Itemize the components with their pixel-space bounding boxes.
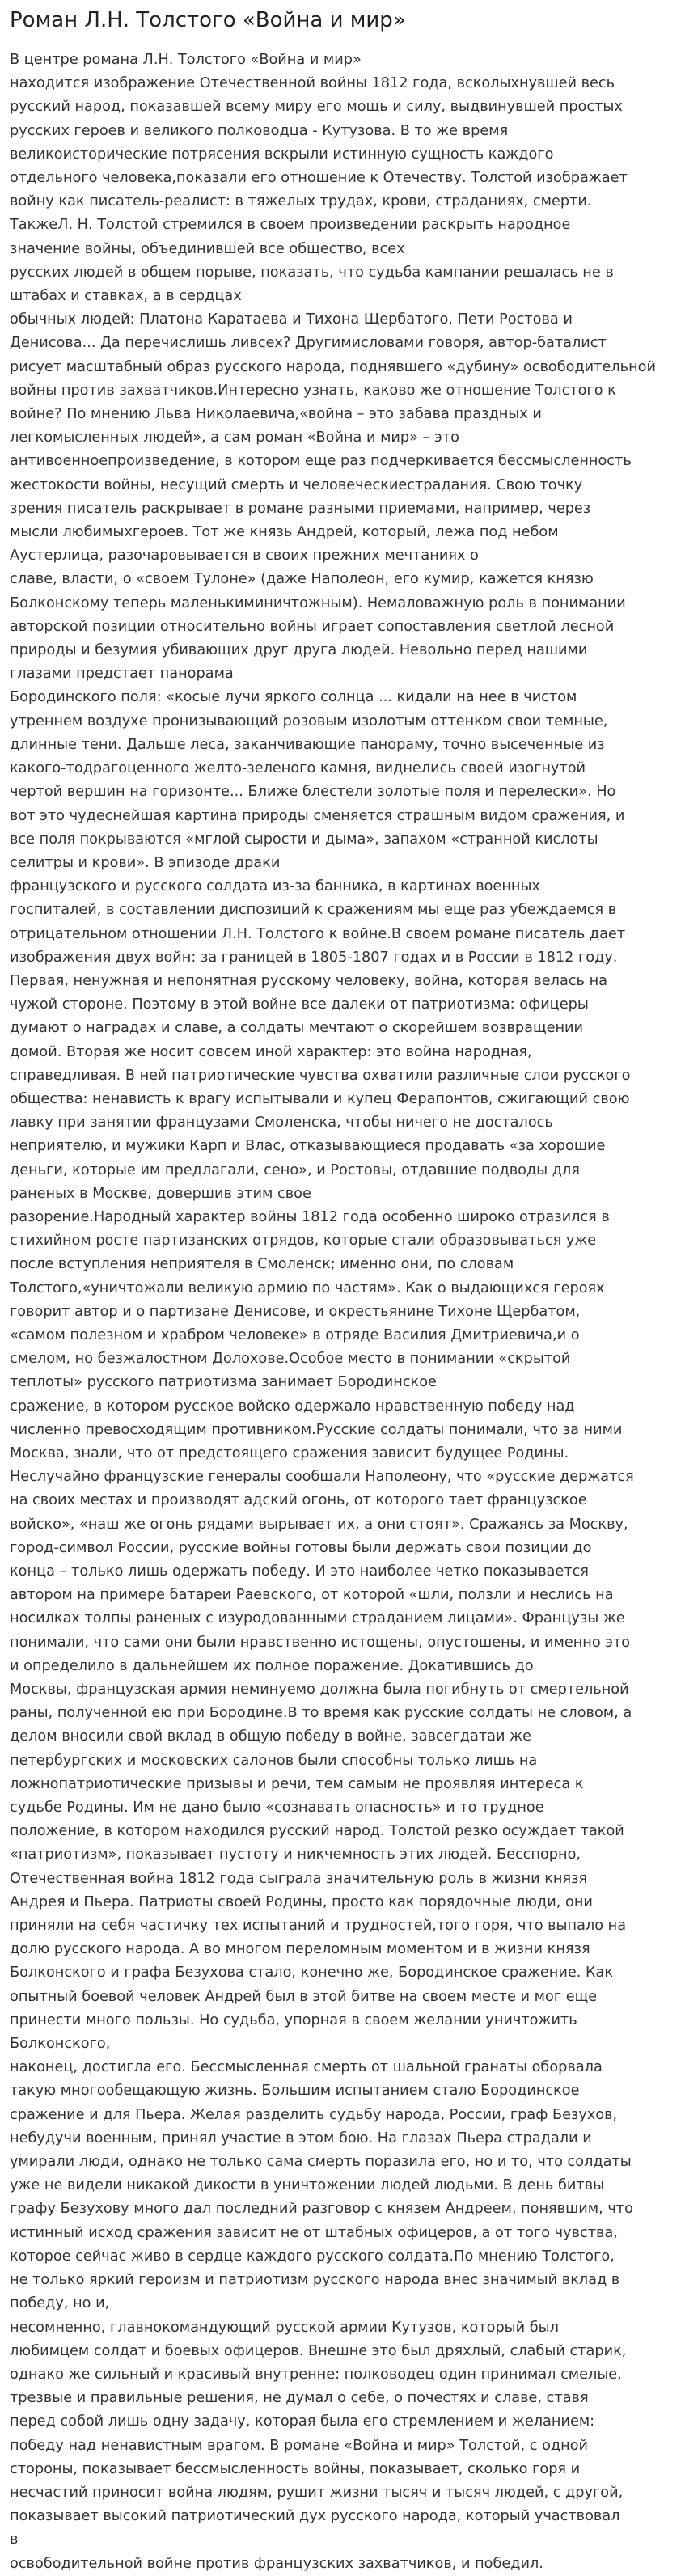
article-line: мысли любимыхгероев. Тот же князь Андрей, который, лежа под небом: [10, 524, 559, 541]
article-line: город-символ России, русские войны готовы были держать свои позиции до: [10, 1539, 592, 1556]
article-line: изображения двух войн: за границей в 1805-1807 годах и в России в 1812 году.: [10, 949, 618, 966]
article-line: чужой стороне. Поэтому в этой войне все далеки от патриотизма: офицеры: [10, 996, 589, 1013]
article-line: несчастий приносит война людям, рушит жизни тысяч и тысяч людей, с другой,: [10, 2484, 624, 2501]
article-line: домой. Вторая же носит совсем иной характер: это война народная,: [10, 1043, 532, 1060]
article-line: отрицательном отношении Л.Н. Толстого к войне.В своем романе писатель дает: [10, 925, 626, 942]
article-line: общества: ненависть к врагу испытывали и купец Ферапонтов, сжигающий свою: [10, 1090, 630, 1107]
article-line: судьбе Родины. Им не дано было «сознавать опасность» и то трудное: [10, 1800, 544, 1817]
article-line: делом вносили свой вклад в общую победу в войне, завсегдатаи же: [10, 1728, 531, 1745]
article-line: конца – только лишь одержать победу. И это наиболее четко показывается: [10, 1563, 589, 1580]
article-line: долю русского народа. А во многом переломным моментом и в жизни князя: [10, 1941, 590, 1958]
article-line: несомненно, главнокомандующий русской армии Кутузов, который был: [10, 2319, 559, 2336]
article-line: справедливая. В ней патриотические чувства охватили различные слои русского: [10, 1067, 631, 1084]
article-line: раны, полученной ею при Бородине.В то время как русские солдаты не словом, а: [10, 1705, 632, 1722]
article-line: на своих местах и производят адский огонь, от которого тает французское: [10, 1492, 587, 1509]
article-line: ТакжеЛ. Н. Толстой стремился в своем произведении раскрыть народное: [10, 217, 571, 234]
article-line: авторской позиции относительно войны играет сопоставления светлой лесной: [10, 618, 615, 635]
article-body: [10, 49, 675, 2576]
article-line: Неслучайно французские генералы сообщали Наполеону, что «русские держатся: [10, 1469, 634, 1486]
article-line: деньги, которые им предлагали, сено», и Ростовы, отдавшие подводы для: [10, 1161, 580, 1178]
article-line: теплоты» русского патриотизма занимает Бородинское: [10, 1374, 437, 1391]
article-line: войско», «наш же огонь рядами вырывает их, а они стоят». Сражаясь за Москву,: [10, 1516, 628, 1533]
article-line: все поля покрываются «мглой сырости и дыма», запахом «странной кислоты: [10, 831, 598, 848]
article-line: говорит автор и о партизане Денисове, и окрестьянине Тихоне Щербатом,: [10, 1303, 581, 1320]
article-line: чертой вершин на горизонте... Ближе блестели золотые поля и перелески». Но: [10, 784, 616, 801]
article-line: легкомысленных людей», а сам роман «Война и мир» – это: [10, 429, 459, 446]
article-line: однако же сильный и красивый внутренне: полководец один принимал смелые,: [10, 2366, 622, 2383]
article-line: зрения писатель раскрывает в романе разными приемами, например, через: [10, 500, 591, 517]
article-line: рисует масштабный образ русского народа, поднявшего «дубину» освободительной: [10, 358, 656, 375]
article-line: госпиталей, в составлении диспозиций к сражениям мы еще раз убеждаемся в: [10, 902, 617, 919]
article-line: принести много пользы. Но судьба, упорная в своем желании уничтожить: [10, 2011, 577, 2028]
article-line: сражение и для Пьера. Желая разделить судьбу народа, России, граф Безухов,: [10, 2106, 618, 2123]
article-line: показывает высокий патриотический дух русского народа, который участвовал: [10, 2508, 620, 2525]
article-line: такую многообещающую жизнь. Большим испытанием стало Бородинское: [10, 2083, 580, 2100]
article-line: лавку при занятии французами Смоленска, чтобы ничего не досталось: [10, 1115, 553, 1131]
article-line: жестокости войны, несущий смерть и человеческиестрадания. Свою точку: [10, 476, 583, 493]
article-line: Бородинского поля: «косые лучи яркого солнца ... кидали на нее в чистом: [10, 689, 577, 706]
article-line: глазами предстает панорама: [10, 666, 234, 683]
article-line: перед собой лишь одну задачу, которая была его стремлением и желанием:: [10, 2413, 595, 2430]
article-line: славе, власти, о «своем Тулоне» (даже Наполеон, его кумир, кажется князю: [10, 571, 594, 588]
article-line: думают о наградах и славе, а солдаты мечтают о скорейшем возвращении: [10, 1020, 584, 1037]
article-title: Роман Л.Н. Толстого «Война и мир»: [10, 8, 406, 32]
article-line: войны против захватчиков.Интересно узнать, каково же отношение Толстого к: [10, 382, 616, 399]
article-line: Андрея и Пьера. Патриоты своей Родины, просто как порядочные люди, они: [10, 1893, 593, 1910]
article-line: французского и русского солдата из-за банника, в картинах военных: [10, 878, 540, 895]
article-line: стороны, показывает бессмысленность войны, показывает, сколько горя и: [10, 2460, 581, 2477]
article-line: трезвые и правильные решения, не думал о себе, о почестях и славе, ставя: [10, 2390, 589, 2407]
article-line: в: [10, 2532, 19, 2549]
article-line: Денисова... Да перечислишь ливсех? Другимисловами говоря, автор-баталист: [10, 335, 607, 352]
article-line: штабах и ставках, а в сердцах: [10, 288, 242, 305]
article-line: Болконскому теперь маленькиминичтожным). Немаловажную роль в понимании: [10, 594, 626, 611]
article-line: Болконского,: [10, 2036, 111, 2053]
article-line: неприятелю, и мужики Карп и Влас, отказывающиеся продавать «за хорошие: [10, 1138, 606, 1155]
article-line: значение войны, объединившей все общество, всех: [10, 240, 405, 257]
article-line: после вступления неприятеля в Смоленск; именно они, по словам: [10, 1256, 514, 1273]
article-line: русских людей в общем порыве, показать, что судьба кампании решалась не в: [10, 264, 614, 281]
article-line: Аустерлица, разочаровывается в своих прежних мечтаниях о: [10, 548, 479, 565]
article-line: автором на примере батареи Раевского, от которой «шли, ползли и неслись на: [10, 1587, 614, 1604]
article-line: небудучи военным, принял участие в этом бою. На глазах Пьера страдали и: [10, 2130, 592, 2147]
article-line: длинные тени. Дальше леса, заканчивающие панораму, точно высеченные из: [10, 736, 605, 753]
article-line: находится изображение Отечественной войны 1812 года, всколыхнувшей весь: [10, 75, 615, 92]
article-line: уже не видели никакой дикости в уничтожении людей людьми. В день битвы: [10, 2177, 605, 2194]
article-line: «патриотизм», показывает пустоту и никчемность этих людей. Бесспорно,: [10, 1846, 581, 1863]
article-line: раненых в Москве, довершив этим свое: [10, 1185, 311, 1202]
article-line: Отечественная война 1812 года сыграла значительную роль в жизни князя: [10, 1870, 588, 1887]
article-line: селитры и крови». В эпизоде драки: [10, 854, 281, 871]
article-line: природы и безумия убивающих друг друга людей. Невольно перед нашими: [10, 642, 588, 659]
article-line: великоисторические потрясения вскрыли истинную сущность каждого: [10, 146, 554, 163]
article-line: не только яркий героизм и патриотизм русского народа внес значимый вклад в: [10, 2272, 620, 2289]
article-line: вот это чудеснейшая картина природы сменяется страшным видом сражения, и: [10, 807, 625, 824]
article-line: победу, но и,: [10, 2295, 110, 2312]
article-line: умирали люди, однако не только сама смерть поразила его, но и то, что солдаты: [10, 2154, 632, 2171]
article-line: «самом полезном и храбром человеке» в отряде Василия Дмитриевича,и о: [10, 1326, 580, 1343]
article-line: петербургских и московских салонов были способны только лишь на: [10, 1752, 538, 1769]
article-line: опытный боевой человек Андрей был в этой битве на своем месте и мог еще: [10, 1988, 598, 2005]
article-line: истинный исход сражения зависит не от штабных офицеров, а от того чувства,: [10, 2224, 618, 2241]
article-line: смелом, но безжалостном Долохове.Особое место в понимании «скрытой: [10, 1351, 571, 1368]
article-line: Первая, ненужная и непонятная русскому человеку, война, которая велась на: [10, 972, 607, 989]
article-line: графу Безухову много дал последний разговор с князем Андреем, понявшим, что: [10, 2201, 633, 2218]
article-line: численно превосходящим противником.Русские солдаты понимали, что за ними: [10, 1421, 623, 1438]
article-line: войну как писатель-реалист: в тяжелых трудах, крови, страданиях, смерти.: [10, 193, 592, 210]
article-line: отдельного человека,показали его отношение к Отечеству. Толстой изображает: [10, 170, 628, 187]
article-line: обычных людей: Платона Каратаева и Тихона Щербатого, Пети Ростова и: [10, 311, 573, 328]
article-line: приняли на себя частичку тех испытаний и трудностей,того горя, что выпало на: [10, 1918, 627, 1935]
article-line: войне? По мнению Льва Николаевича,«война – это забава праздных и: [10, 406, 542, 423]
article-line: положение, в котором находился русский народ. Толстой резко осуждает такой: [10, 1823, 624, 1840]
article-line: какого-тодрагоценного желто-зеленого камня, виднелись своей изогнутой: [10, 760, 586, 777]
article-line: утреннем воздухе пронизывающий розовым изолотым оттенком свои темные,: [10, 713, 608, 730]
article-line: ложнопатриотические призывы и речи, тем самым не проявляя интереса к: [10, 1775, 584, 1792]
article-line: русский народ, показавшей всему миру его мощь и силу, выдвинувшей простых: [10, 99, 623, 116]
article-line: Москва, знали, что от предстоящего сражения зависит будущее Родины.: [10, 1445, 569, 1461]
article-line: которое сейчас живо в сердце каждого русского солдата.По мнению Толстого,: [10, 2248, 615, 2265]
article-line: и определило в дальнейшем их полное поражение. Докатившись до: [10, 1657, 534, 1674]
article-line: освободительной войне против французских захватчиков, и победил.: [10, 2555, 543, 2572]
article-line: любимцем солдат и боевых офицеров. Внешне это был дряхлый, слабый старик,: [10, 2342, 627, 2359]
article-line: В центре романа Л.Н. Толстого «Война и мир»: [10, 52, 362, 68]
article-line: антивоенноепроизведение, в котором еще раз подчеркивается бессмысленность: [10, 453, 632, 470]
article-line: разорение.Народный характер войны 1812 года особенно широко отразился в: [10, 1208, 610, 1225]
article-line: Москвы, французская армия неминуемо должна была погибнуть от смертельной: [10, 1681, 629, 1698]
article-line: наконец, достигла его. Бессмысленная смерть от шальной гранаты оборвала: [10, 2059, 603, 2076]
article-line: победу над ненавистным врагом. В романе «Война и мир» Толстой, с одной: [10, 2437, 589, 2454]
article-line: сражение, в котором русское войско одержало нравственную победу над: [10, 1398, 575, 1415]
article-line: Толстого,«уничтожали великую армию по частям». Как о выдающихся героях: [10, 1280, 605, 1296]
article-line: Болконского и графа Безухова стало, конечно же, Бородинское сражение. Как: [10, 1965, 614, 1982]
article-line: носилках толпы раненых с изуродованными страданием лицами». Французы же: [10, 1610, 625, 1627]
article-line: понимали, что сами они были нравственно истощены, опустошены, и именно это: [10, 1634, 631, 1651]
article-line: русских героев и великого полководца - Кутузова. В то же время: [10, 122, 509, 139]
article-line: стихийном росте партизанских отрядов, которые стали образовываться уже: [10, 1233, 597, 1250]
